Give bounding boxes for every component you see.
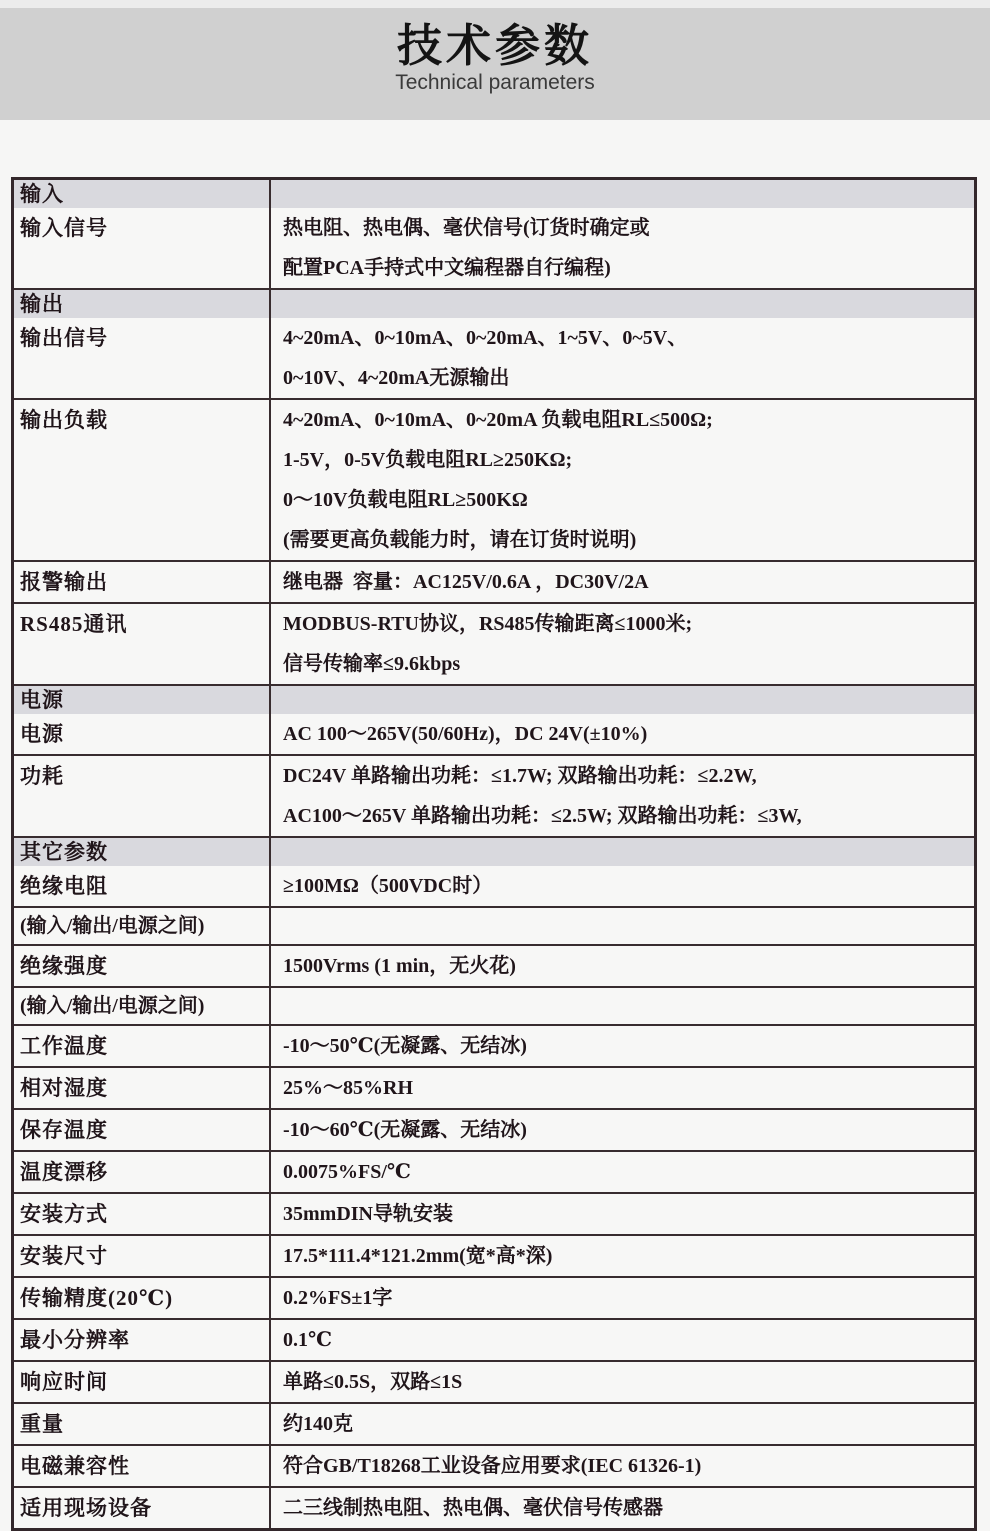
spec-row bbox=[14, 1110, 974, 1152]
top-strip bbox=[0, 0, 990, 8]
spec-row bbox=[14, 400, 974, 562]
param-value bbox=[271, 908, 974, 944]
section-row bbox=[14, 838, 974, 866]
param-value bbox=[271, 1488, 974, 1528]
param-value bbox=[271, 400, 974, 560]
param-value bbox=[271, 714, 974, 754]
param-label: 温度漂移 bbox=[14, 1152, 271, 1192]
param-label: 绝缘强度 bbox=[14, 946, 271, 986]
param-value bbox=[271, 1026, 974, 1066]
param-value-line: 继电器 容量：AC125V/0.6A ，DC30V/2A bbox=[283, 571, 649, 593]
param-label: 报警输出 bbox=[14, 562, 271, 602]
param-label: 输出信号 bbox=[14, 318, 271, 398]
param-value bbox=[271, 180, 974, 208]
param-value bbox=[271, 604, 974, 684]
param-label: 传输精度(20℃) bbox=[14, 1278, 271, 1318]
param-value bbox=[271, 946, 974, 986]
param-value bbox=[271, 866, 974, 906]
param-value bbox=[271, 1446, 974, 1486]
spec-row bbox=[14, 604, 974, 686]
param-label: 安装尺寸 bbox=[14, 1236, 271, 1276]
spec-row bbox=[14, 562, 974, 604]
spec-row bbox=[14, 988, 974, 1026]
param-label: 绝缘电阻 bbox=[14, 866, 271, 906]
param-value bbox=[271, 1278, 974, 1318]
param-label: 响应时间 bbox=[14, 1362, 271, 1402]
param-label: 输入信号 bbox=[14, 208, 271, 288]
section-label: 其它参数 bbox=[14, 838, 271, 866]
param-value-line: 0.2%FS±1字 bbox=[283, 1287, 393, 1309]
param-value-line: 17.5*111.4*121.2mm(宽*高*深) bbox=[283, 1245, 553, 1267]
param-label: (输入/输出/电源之间) bbox=[14, 988, 271, 1024]
spec-row bbox=[14, 908, 974, 946]
spec-row bbox=[14, 866, 974, 908]
header-banner bbox=[0, 8, 990, 120]
param-value bbox=[271, 1110, 974, 1150]
page-subtitle: Technical parameters bbox=[395, 71, 595, 94]
param-value-line: 0.1℃ bbox=[283, 1329, 332, 1351]
param-value-line: 配置PCA手持式中文编程器自行编程) bbox=[283, 257, 611, 279]
spec-row bbox=[14, 318, 974, 400]
param-value bbox=[271, 1404, 974, 1444]
section-row bbox=[14, 686, 974, 714]
param-value-line: 0~10V、4~20mA无源输出 bbox=[283, 367, 510, 389]
param-value-line: MODBUS-RTU协议，RS485传输距离≤1000米; bbox=[283, 613, 693, 635]
spec-row bbox=[14, 1026, 974, 1068]
spec-row bbox=[14, 208, 974, 290]
param-value-line: -10～50℃(无凝露、无结冰) bbox=[283, 1035, 527, 1057]
param-value-line: 单路≤0.5S，双路≤1S bbox=[283, 1371, 463, 1393]
param-value-line: 35mmDIN导轨安装 bbox=[283, 1203, 453, 1225]
param-label: 相对湿度 bbox=[14, 1068, 271, 1108]
param-value-line: 符合GB/T18268工业设备应用要求(IEC 61326-1) bbox=[283, 1455, 702, 1477]
param-value bbox=[271, 1362, 974, 1402]
param-value-line: 25%～85%RH bbox=[283, 1077, 413, 1099]
param-value-line: 4~20mA、0~10mA、0~20mA 负载电阻RL≤500Ω; bbox=[283, 409, 713, 431]
param-label: 电磁兼容性 bbox=[14, 1446, 271, 1486]
param-value bbox=[271, 756, 974, 836]
param-value bbox=[271, 1068, 974, 1108]
param-value-line: 二三线制热电阻、热电偶、毫伏信号传感器 bbox=[283, 1497, 663, 1519]
param-value-line: ≥100MΩ（500VDC时） bbox=[283, 875, 493, 897]
param-value bbox=[271, 1236, 974, 1276]
spec-row bbox=[14, 1068, 974, 1110]
spec-row bbox=[14, 1362, 974, 1404]
param-value-line: 热电阻、热电偶、毫伏信号(订货时确定或 bbox=[283, 217, 650, 239]
param-label: 电源 bbox=[14, 714, 271, 754]
param-value bbox=[271, 562, 974, 602]
param-value-line: (需要更高负载能力时，请在订货时说明) bbox=[283, 529, 637, 551]
param-value bbox=[271, 988, 974, 1024]
section-label: 输出 bbox=[14, 290, 271, 318]
param-value-line: 信号传输率≤9.6kbps bbox=[283, 653, 461, 675]
param-value bbox=[271, 1320, 974, 1360]
param-value-line: 1-5V，0-5V负载电阻RL≥250KΩ; bbox=[283, 449, 573, 471]
param-value-line: 0.0075%FS/℃ bbox=[283, 1161, 411, 1183]
spec-row bbox=[14, 714, 974, 756]
spec-row bbox=[14, 1404, 974, 1446]
section-label: 输入 bbox=[14, 180, 271, 208]
param-label: 适用现场设备 bbox=[14, 1488, 271, 1528]
spec-row bbox=[14, 1152, 974, 1194]
param-value bbox=[271, 318, 974, 398]
spec-row bbox=[14, 1446, 974, 1488]
spec-row bbox=[14, 1194, 974, 1236]
param-label: 重量 bbox=[14, 1404, 271, 1444]
section-label: 电源 bbox=[14, 686, 271, 714]
spec-row bbox=[14, 1278, 974, 1320]
param-value-line: 约140克 bbox=[283, 1413, 353, 1435]
param-value-line: AC 100～265V(50/60Hz)，DC 24V(±10%) bbox=[283, 723, 648, 745]
param-label: 输出负载 bbox=[14, 400, 271, 560]
param-label: RS485通讯 bbox=[14, 604, 271, 684]
param-value-line: 1500Vrms (1 min，无火花) bbox=[283, 955, 516, 977]
param-value-line: DC24V 单路输出功耗：≤1.7W; 双路输出功耗：≤2.2W, bbox=[283, 765, 757, 787]
param-value bbox=[271, 208, 974, 288]
param-value bbox=[271, 686, 974, 714]
section-row bbox=[14, 290, 974, 318]
param-value-line: 4~20mA、0~10mA、0~20mA、1~5V、0~5V、 bbox=[283, 327, 688, 349]
param-label: 安装方式 bbox=[14, 1194, 271, 1234]
param-value bbox=[271, 290, 974, 318]
spec-row bbox=[14, 946, 974, 988]
section-row bbox=[14, 180, 974, 208]
param-label: 保存温度 bbox=[14, 1110, 271, 1150]
spec-row bbox=[14, 1320, 974, 1362]
param-value-line: -10～60℃(无凝露、无结冰) bbox=[283, 1119, 527, 1141]
spec-row bbox=[14, 1236, 974, 1278]
spec-table bbox=[11, 177, 977, 1531]
page-title: 技术参数 bbox=[396, 20, 593, 71]
spec-row bbox=[14, 1488, 974, 1528]
param-label: 最小分辨率 bbox=[14, 1320, 271, 1360]
param-label: (输入/输出/电源之间) bbox=[14, 908, 271, 944]
param-value bbox=[271, 838, 974, 866]
param-value-line: AC100～265V 单路输出功耗：≤2.5W; 双路输出功耗：≤3W, bbox=[283, 805, 802, 827]
param-label: 工作温度 bbox=[14, 1026, 271, 1066]
param-label: 功耗 bbox=[14, 756, 271, 836]
spec-row bbox=[14, 756, 974, 838]
param-value-line: 0～10V负载电阻RL≥500KΩ bbox=[283, 489, 528, 511]
param-value bbox=[271, 1152, 974, 1192]
param-value bbox=[271, 1194, 974, 1234]
